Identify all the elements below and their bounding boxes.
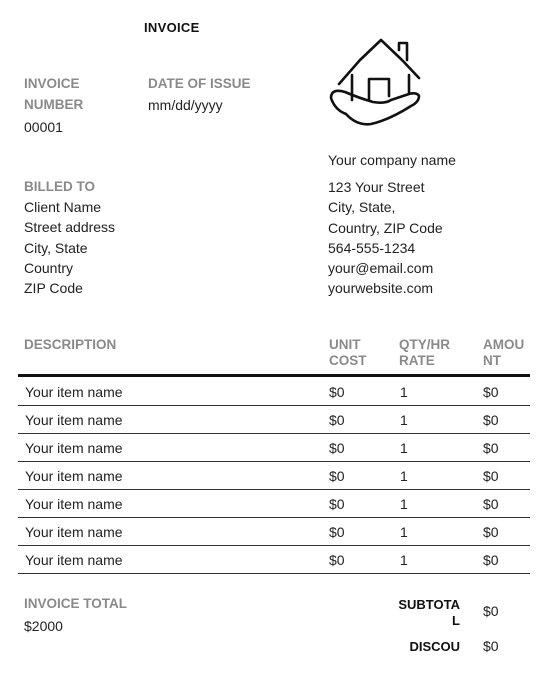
company-phone: 564-555-1234 — [328, 239, 416, 256]
invoice-total-value: $2000 — [24, 618, 63, 634]
subtotal-label: SUBTOTA L — [398, 597, 460, 628]
item-amount: $0 — [483, 496, 499, 512]
item-unit-cost: $0 — [329, 440, 345, 456]
item-unit-cost: $0 — [329, 468, 345, 484]
item-qty: 1 — [400, 524, 408, 540]
item-description: Your item name — [25, 412, 123, 428]
date-of-issue-value: mm/dd/yyyy — [148, 97, 223, 113]
invoice-title: INVOICE — [144, 20, 200, 35]
discount-value: $0 — [483, 638, 499, 654]
item-description: Your item name — [25, 468, 123, 484]
date-of-issue-label: DATE OF ISSUE — [148, 76, 251, 91]
subtotal-value: $0 — [483, 603, 499, 619]
item-amount: $0 — [483, 468, 499, 484]
table-row — [18, 489, 530, 518]
item-unit-cost: $0 — [329, 496, 345, 512]
item-amount: $0 — [483, 440, 499, 456]
header-amount: AMOU NT — [483, 337, 525, 368]
item-amount: $0 — [483, 524, 499, 540]
discount-label: DISCOU — [409, 639, 460, 654]
company-line: City, State, — [328, 199, 396, 216]
invoice-number-label: INVOICE NUMBER — [24, 76, 84, 112]
table-row — [18, 517, 530, 546]
item-unit-cost: $0 — [329, 524, 345, 540]
company-website: yourwebsite.com — [328, 280, 434, 297]
item-qty: 1 — [400, 384, 408, 400]
table-row — [18, 461, 530, 490]
table-row — [18, 377, 530, 406]
item-qty: 1 — [400, 496, 408, 512]
item-description: Your item name — [25, 496, 123, 512]
table-row — [18, 545, 530, 574]
item-description: Your item name — [25, 552, 123, 568]
client-city: City, State — [24, 239, 88, 256]
item-description: Your item name — [25, 384, 123, 400]
client-zip: ZIP Code — [24, 280, 83, 297]
company-line: Country, ZIP Code — [328, 219, 443, 236]
item-qty: 1 — [400, 552, 408, 568]
header-unit-cost: UNIT COST — [329, 337, 367, 368]
item-unit-cost: $0 — [329, 384, 345, 400]
billed-to-details — [24, 197, 115, 298]
item-description: Your item name — [25, 524, 123, 540]
client-country: Country — [24, 259, 74, 276]
header-qty-rate: QTY/HR RATE — [399, 337, 451, 368]
item-unit-cost: $0 — [329, 552, 345, 568]
house-in-hand-icon — [329, 38, 421, 126]
item-amount: $0 — [483, 412, 499, 428]
item-description: Your item name — [25, 440, 123, 456]
company-email: your@email.com — [328, 260, 434, 277]
item-qty: 1 — [400, 412, 408, 428]
company-line: 123 Your Street — [328, 179, 425, 195]
company-address — [328, 177, 443, 299]
item-qty: 1 — [400, 468, 408, 484]
table-row — [18, 433, 530, 462]
client-street: Street address — [24, 219, 116, 236]
billed-to-label: BILLED TO — [24, 179, 96, 194]
invoice-total-label: INVOICE TOTAL — [24, 596, 128, 611]
item-unit-cost: $0 — [329, 412, 345, 428]
client-name: Client Name — [24, 199, 102, 215]
item-amount: $0 — [483, 552, 499, 568]
invoice-number-value: 00001 — [24, 119, 63, 135]
company-name: Your company name — [328, 152, 456, 168]
item-amount: $0 — [483, 384, 499, 400]
header-description: DESCRIPTION — [24, 337, 117, 352]
table-row — [18, 405, 530, 434]
item-qty: 1 — [400, 440, 408, 456]
